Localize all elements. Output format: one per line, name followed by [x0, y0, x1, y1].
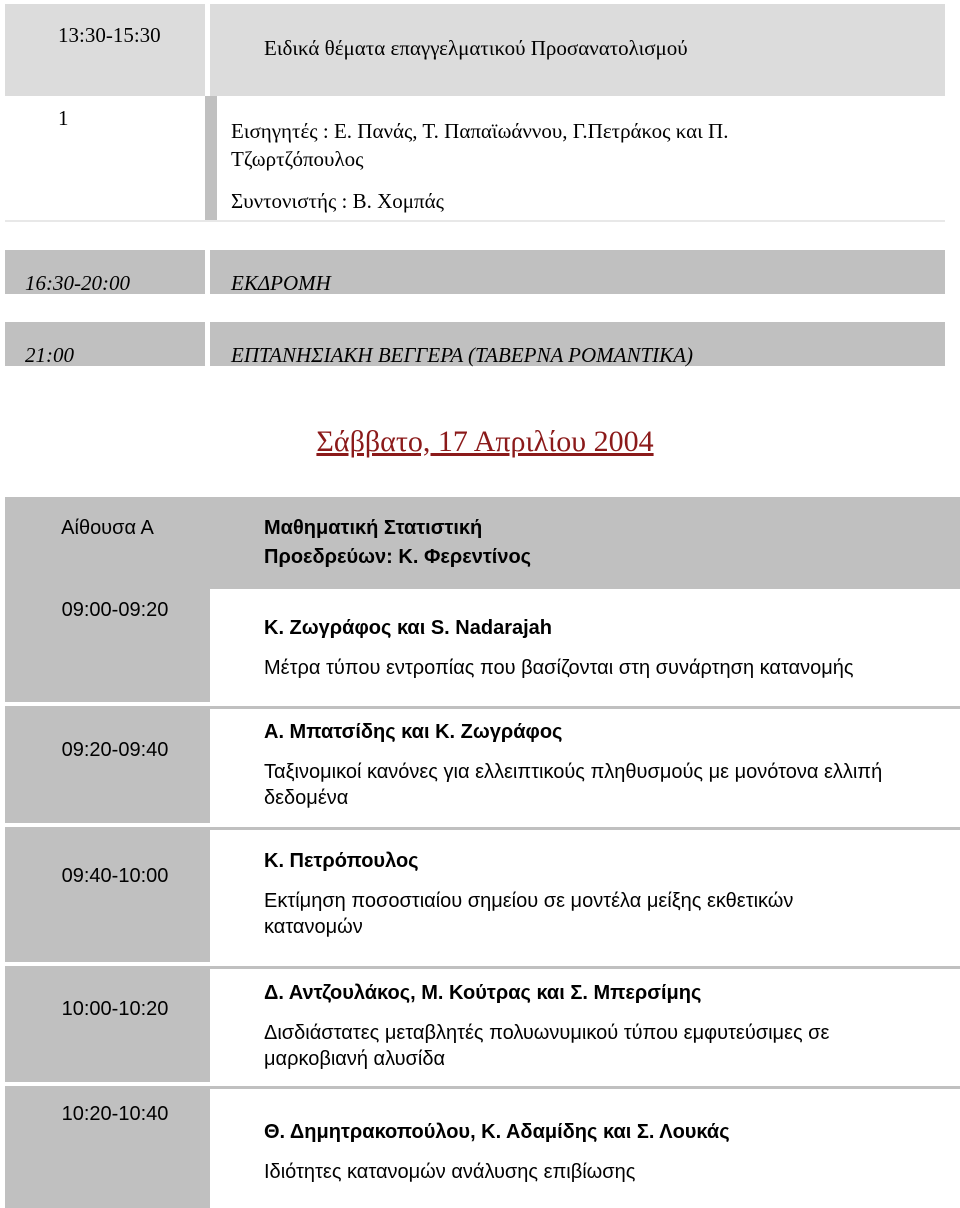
row3-time: 16:30-20:00	[25, 271, 130, 295]
talk-area-1	[210, 589, 960, 702]
row2-bottom-line	[5, 220, 945, 222]
talk-authors: Δ. Αντζουλάκος, Μ. Κούτρας και Σ. Μπερσίμης	[264, 982, 702, 1004]
speakers-line2: Τζωρτζόπουλος	[231, 147, 364, 171]
talk-time: 09:00-09:20	[61, 599, 169, 621]
room-label: Αίθουσα Α	[61, 517, 154, 539]
speakers-line1: Εισηγητές : Ε. Πανάς, Τ. Παπαϊωάννου, Γ.Πετράκος και Π.	[231, 119, 729, 143]
session-chairs: Προεδρεύων: Κ. Φερεντίνος	[264, 546, 532, 568]
talk-authors: Θ. Δημητρακοπούλου, Κ. Αδαμίδης και Σ. Λουκάς	[264, 1121, 730, 1143]
talk-time: 09:40-10:00	[61, 865, 169, 887]
row3-title: ΕΚΔΡΟΜΗ	[231, 271, 331, 295]
talk-time: 09:20-09:40	[61, 739, 169, 761]
talk-authors: Κ. Πετρόπουλος	[264, 850, 419, 872]
talk-time: 10:00-10:20	[61, 998, 169, 1020]
talk-title: Μέτρα τύπου εντροπίας που βασίζονται στη συνάρτηση κατανομής	[264, 657, 854, 679]
talk-title: Ιδιότητες κατανομών ανάλυσης επιβίωσης	[264, 1161, 636, 1183]
talk-authors: Α. Μπατσίδης και Κ. Ζωγράφος	[264, 721, 563, 743]
talk-time: 10:20-10:40	[61, 1103, 169, 1125]
row4-title: ΕΠΤΑΝΗΣΙΑΚΗ ΒΕΓΓΕΡΑ (ΤΑΒΕΡΝΑ ΡΟΜΑΝΤΙΚΑ)	[231, 343, 693, 367]
row1-time: 13:30-15:30	[58, 23, 161, 47]
row2-divider	[205, 96, 217, 220]
day-heading: Σάββατο, 17 Απριλίου 2004	[316, 425, 654, 458]
talk-title-line1: Δισδιάστατες μεταβλητές πολυωνυμικού τύπου εμφυτεύσιμες σε	[264, 1022, 830, 1044]
header-band	[5, 497, 960, 589]
talk-authors: Κ. Ζωγράφος και S. Nadarajah	[264, 617, 552, 639]
talk-title-line2: δεδομένα	[264, 787, 349, 809]
row1-time-cell	[5, 4, 205, 96]
row2-number: 1	[58, 106, 69, 130]
talk-title-line2: κατανομών	[264, 916, 363, 938]
row1-title: Ειδικά θέματα επαγγελματικού Προσανατολισμού	[264, 36, 688, 60]
talk-title-line1: Εκτίμηση ποσοστιαίου σημείου σε μοντέλα μείξης εκθετικών	[264, 890, 794, 912]
coordinator: Συντονιστής : Β. Χομπάς	[231, 189, 444, 213]
session-title: Μαθηματική Στατιστική	[264, 517, 483, 539]
talk-title-line1: Ταξινομικοί κανόνες για ελλειπτικούς πληθυσμούς με μονότονα ελλιπή	[264, 761, 883, 783]
talk-area-5	[210, 1089, 960, 1208]
talk-title-line2: μαρκοβιανή αλυσίδα	[264, 1048, 446, 1070]
row4-time: 21:00	[25, 343, 74, 367]
